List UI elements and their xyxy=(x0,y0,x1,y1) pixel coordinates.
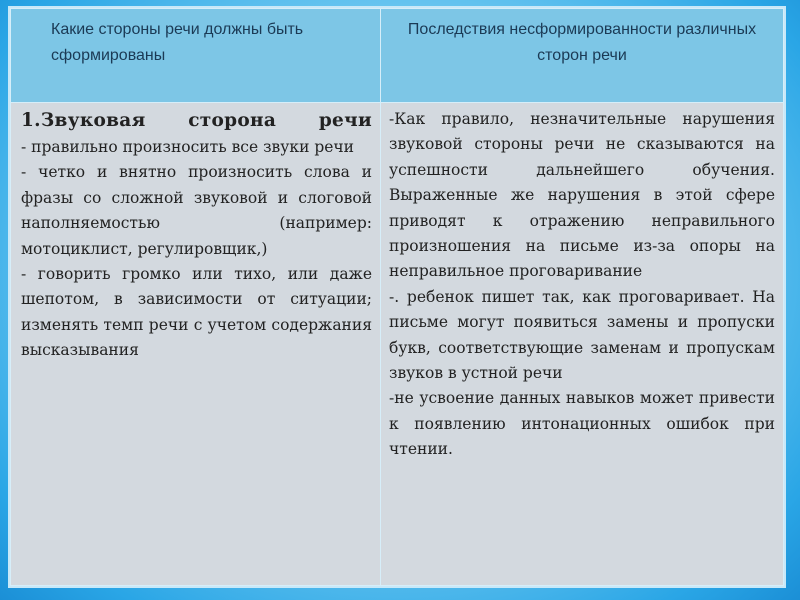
right-cell xyxy=(381,103,784,586)
speech-table xyxy=(10,8,784,586)
header-left: Какие стороны речи должны быть сформированы xyxy=(11,9,381,103)
left-item-3: - говорить громко или тихо, или даже шепотом, в зависимости от ситуации; изменять темп речи с учетом содержания высказывания xyxy=(21,265,372,360)
header-right: Последствия несформированности различных сторон речи xyxy=(381,9,784,103)
left-item-1: - правильно произносить все звуки речи xyxy=(21,138,355,156)
table-row xyxy=(11,103,784,586)
left-cell-title: 1.Звуковая сторона речи xyxy=(21,110,372,131)
right-item-2: -. ребенок пишет так, как проговаривает. На письме могут появиться замены и пропуски букв, соответствующие заменам и пропускам звуков в устной речи xyxy=(389,287,775,383)
left-cell xyxy=(11,103,381,586)
table-header-row xyxy=(11,9,784,103)
right-item-1: -Как правило, незначительные нарушения звуковой стороны речи не сказываются на успешности дальнейшего обучения. Выраженные же нарушения в этой сфере приводят к отражению неправильного произношения на письме из-за опоры на неправильное проговаривание xyxy=(389,110,775,281)
left-item-2: - четко и внятно произносить слова и фразы со сложной звуковой и слоговой наполняемостью (например: мотоциклист, регулировщик,) xyxy=(21,163,372,258)
right-item-3: -не усвоение данных навыков может привести к появлению интонационных ошибок при чтении. xyxy=(389,389,775,459)
